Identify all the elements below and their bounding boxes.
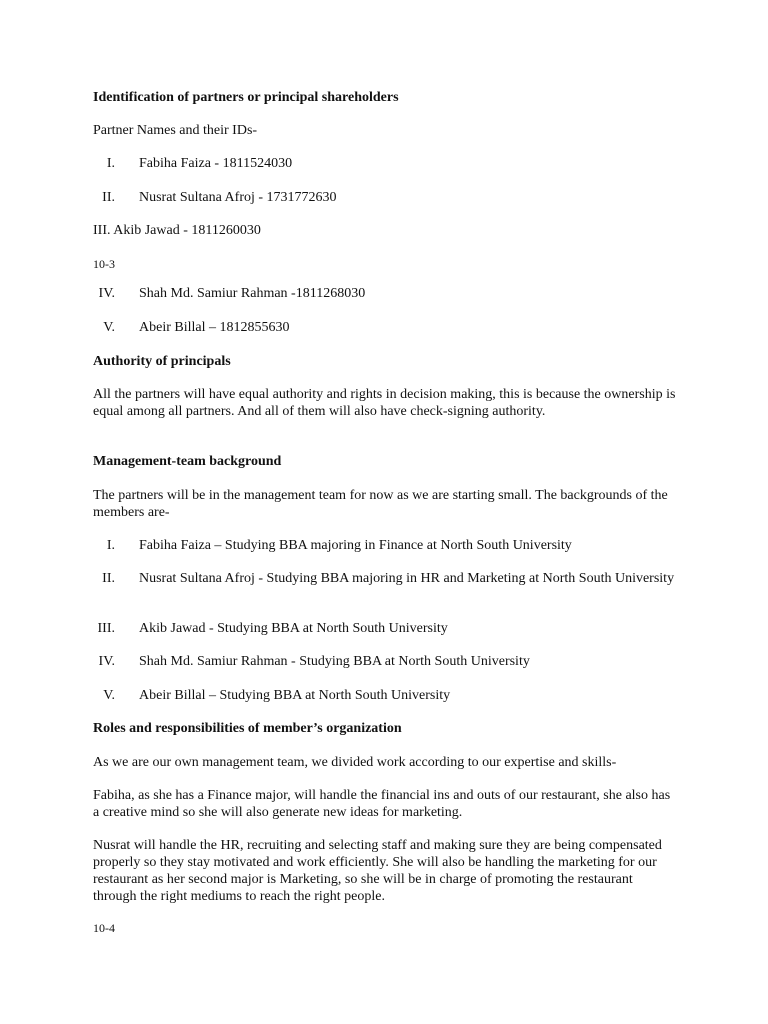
list-text: Nusrat Sultana Afroj - 1731772630 <box>139 190 337 205</box>
roles-paragraph-fabiha: Fabiha, as she has a Finance major, will handle the financial ins and outs of our restaurant, she also has a creative mind so she will also generate new ideas for marketing. <box>93 788 671 820</box>
list-number: I. <box>106 538 115 553</box>
roles-intro: As we are our own management team, we divided work according to our expertise and skills- <box>93 755 617 770</box>
partner-list-item-inline: III. Akib Jawad - 1811260030 <box>93 223 261 238</box>
list-number: II. <box>102 571 115 586</box>
list-text: Nusrat Sultana Afroj - Studying BBA majoring in HR and Marketing at North South University <box>139 571 675 586</box>
list-text: Shah Md. Samiur Rahman -1811268030 <box>139 286 366 301</box>
page-number: 10-4 <box>93 921 115 935</box>
authority-body: All the partners will have equal authority and rights in decision making, this is because the ownership is equal among all partners. And all of them will also have check-signing authority. <box>93 387 676 419</box>
authority-heading: Authority of principals <box>93 354 231 369</box>
partners-heading: Identification of partners or principal shareholders <box>93 90 399 105</box>
list-number: III. <box>97 621 115 636</box>
partners-intro: Partner Names and their IDs- <box>93 123 258 138</box>
roles-heading: Roles and responsibilities of member’s organization <box>93 721 402 736</box>
management-body: The partners will be in the management team for now as we are starting small. The backgrounds of the members are- <box>93 488 668 520</box>
list-text: Fabiha Faiza – Studying BBA majoring in Finance at North South University <box>139 538 572 553</box>
list-text: Akib Jawad - Studying BBA at North South University <box>139 621 448 636</box>
list-text: Abeir Billal – Studying BBA at North South University <box>139 688 451 703</box>
list-number: I. <box>106 156 115 171</box>
list-text: Abeir Billal – 1812855630 <box>139 320 290 335</box>
list-number: II. <box>102 190 115 205</box>
page-number: 10-3 <box>93 257 115 271</box>
list-number: V. <box>103 320 115 335</box>
management-heading: Management-team background <box>93 454 282 469</box>
list-text: Shah Md. Samiur Rahman - Studying BBA at North South University <box>139 654 530 669</box>
list-number: IV. <box>98 286 115 301</box>
roles-paragraph-nusrat: Nusrat will handle the HR, recruiting and selecting staff and making sure they are being compensated properly so they stay motivated and work efficiently. She will also be handling the marketing for our restaurant as her second major is Marketing, so she will be in charge of promoting the restaurant through the right mediums to reach the right people. <box>93 838 662 904</box>
list-number: IV. <box>98 654 115 669</box>
list-number: V. <box>103 688 115 703</box>
list-text: Fabiha Faiza - 1811524030 <box>139 156 293 171</box>
